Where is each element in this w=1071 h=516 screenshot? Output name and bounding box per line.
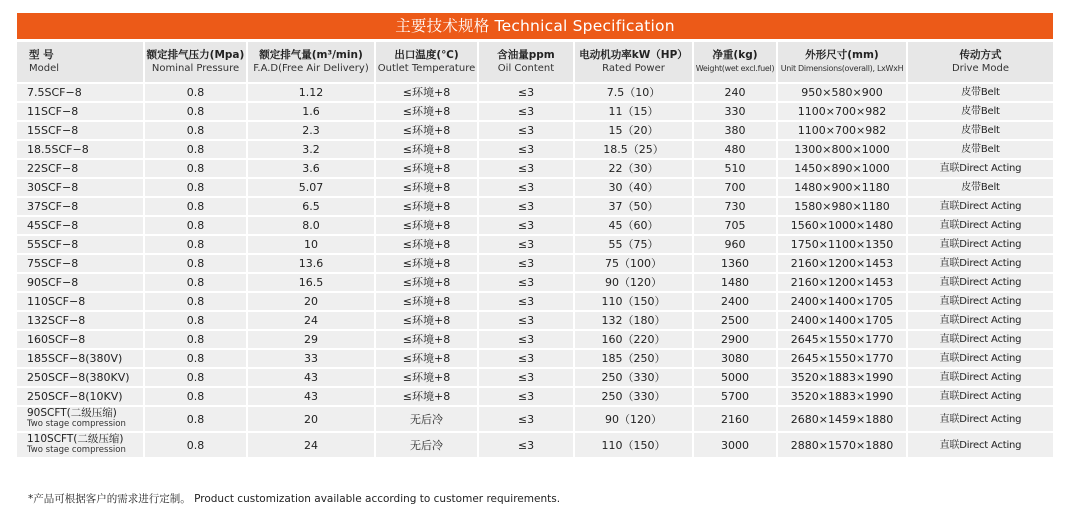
cell-fad: 2.3 (248, 122, 376, 139)
cell-model: 250SCF−8(10KV) (17, 388, 145, 405)
cell-pressure: 0.8 (145, 179, 248, 196)
cell-fad: 33 (248, 350, 376, 367)
cell-outlet-temp: ≤环境+8 (376, 160, 479, 177)
cell-drive-mode: 直联Direct Acting (908, 160, 1053, 177)
table-row (17, 274, 1053, 291)
cell-weight: 2900 (694, 331, 778, 348)
cell-model: 30SCF−8 (17, 179, 145, 196)
cell-rated-power: 37（50） (575, 198, 694, 215)
cell-outlet-temp: ≤环境+8 (376, 388, 479, 405)
cell-weight: 3000 (694, 433, 778, 457)
cell-fad: 43 (248, 388, 376, 405)
footnote: *产品可根据客户的需求进行定制。 Product customization available according to customer requirements. (28, 493, 561, 505)
cell-drive-mode: 皮带Belt (908, 141, 1053, 158)
cell-dimensions: 1100×700×982 (778, 103, 908, 120)
cell-model: 132SCF−8 (17, 312, 145, 329)
cell-drive-mode: 直联Direct Acting (908, 388, 1053, 405)
table-row (17, 179, 1053, 196)
cell-pressure: 0.8 (145, 103, 248, 120)
cell-weight: 240 (694, 84, 778, 101)
cell-fad: 1.12 (248, 84, 376, 101)
cell-rated-power: 30（40） (575, 179, 694, 196)
cell-pressure: 0.8 (145, 331, 248, 348)
cell-oil-content: ≤3 (479, 293, 575, 310)
cell-oil-content: ≤3 (479, 84, 575, 101)
spec-sheet (17, 13, 1053, 459)
cell-rated-power: 75（100） (575, 255, 694, 272)
cell-outlet-temp: 无后冷 (376, 433, 479, 457)
cell-fad: 13.6 (248, 255, 376, 272)
model-name: 90SCFT(二级压缩) (27, 407, 117, 419)
header-dimensions: 外形尺寸(mm) Unit Dimensions(overall), LxWxH (778, 42, 908, 82)
cell-oil-content: ≤3 (479, 198, 575, 215)
table-row (17, 388, 1053, 405)
cell-model: 55SCF−8 (17, 236, 145, 253)
cell-fad: 43 (248, 369, 376, 386)
cell-dimensions: 1450×890×1000 (778, 160, 908, 177)
cell-model: 37SCF−8 (17, 198, 145, 215)
cell-pressure: 0.8 (145, 84, 248, 101)
cell-outlet-temp: ≤环境+8 (376, 217, 479, 234)
cell-fad: 3.2 (248, 141, 376, 158)
cell-pressure: 0.8 (145, 274, 248, 291)
cell-weight: 480 (694, 141, 778, 158)
cell-dimensions: 1100×700×982 (778, 122, 908, 139)
cell-drive-mode: 皮带Belt (908, 179, 1053, 196)
cell-dimensions: 2645×1550×1770 (778, 350, 908, 367)
cell-outlet-temp: ≤环境+8 (376, 274, 479, 291)
cell-fad: 1.6 (248, 103, 376, 120)
cell-model (17, 433, 145, 457)
cell-model: 11SCF−8 (17, 103, 145, 120)
cell-oil-content: ≤3 (479, 274, 575, 291)
cell-oil-content: ≤3 (479, 407, 575, 431)
cell-model: 250SCF−8(380KV) (17, 369, 145, 386)
cell-pressure: 0.8 (145, 293, 248, 310)
cell-pressure: 0.8 (145, 160, 248, 177)
cell-drive-mode: 皮带Belt (908, 84, 1053, 101)
cell-fad: 6.5 (248, 198, 376, 215)
cell-oil-content: ≤3 (479, 103, 575, 120)
cell-drive-mode: 直联Direct Acting (908, 236, 1053, 253)
header-pressure: 额定排气压力(Mpa) Nominal Pressure (145, 42, 248, 82)
cell-rated-power: 110（150） (575, 293, 694, 310)
cell-dimensions: 3520×1883×1990 (778, 388, 908, 405)
table-row (17, 84, 1053, 101)
cell-model: 160SCF−8 (17, 331, 145, 348)
model-subtitle: Two stage compression (27, 445, 126, 455)
cell-fad: 16.5 (248, 274, 376, 291)
cell-pressure: 0.8 (145, 312, 248, 329)
cell-oil-content: ≤3 (479, 236, 575, 253)
cell-rated-power: 55（75） (575, 236, 694, 253)
table-row (17, 331, 1053, 348)
cell-model: 7.5SCF−8 (17, 84, 145, 101)
cell-weight: 5000 (694, 369, 778, 386)
cell-outlet-temp: ≤环境+8 (376, 103, 479, 120)
cell-rated-power: 90（120） (575, 407, 694, 431)
cell-drive-mode: 直联Direct Acting (908, 433, 1053, 457)
cell-weight: 5700 (694, 388, 778, 405)
cell-dimensions: 2680×1459×1880 (778, 407, 908, 431)
cell-pressure: 0.8 (145, 217, 248, 234)
cell-rated-power: 15（20） (575, 122, 694, 139)
table-header-row (17, 42, 1053, 82)
cell-rated-power: 90（120） (575, 274, 694, 291)
cell-pressure: 0.8 (145, 141, 248, 158)
cell-oil-content: ≤3 (479, 369, 575, 386)
cell-pressure: 0.8 (145, 369, 248, 386)
cell-drive-mode: 直联Direct Acting (908, 255, 1053, 272)
cell-oil-content: ≤3 (479, 433, 575, 457)
cell-drive-mode: 皮带Belt (908, 103, 1053, 120)
table-body (17, 84, 1053, 457)
cell-dimensions: 1480×900×1180 (778, 179, 908, 196)
cell-outlet-temp: ≤环境+8 (376, 312, 479, 329)
table-row (17, 198, 1053, 215)
header-rated-power: 电动机功率kW（HP） Rated Power (575, 42, 694, 82)
cell-drive-mode: 直联Direct Acting (908, 407, 1053, 431)
header-weight: 净重(kg) Weight(wet excl.fuel) (694, 42, 778, 82)
cell-fad: 8.0 (248, 217, 376, 234)
cell-pressure: 0.8 (145, 198, 248, 215)
cell-oil-content: ≤3 (479, 312, 575, 329)
cell-dimensions: 2160×1200×1453 (778, 255, 908, 272)
cell-dimensions: 2645×1550×1770 (778, 331, 908, 348)
cell-weight: 330 (694, 103, 778, 120)
table-row (17, 369, 1053, 386)
cell-oil-content: ≤3 (479, 160, 575, 177)
cell-weight: 700 (694, 179, 778, 196)
cell-model: 22SCF−8 (17, 160, 145, 177)
header-fad: 额定排气量(m³/min) F.A.D(Free Air Delivery) (248, 42, 376, 82)
cell-drive-mode: 直联Direct Acting (908, 293, 1053, 310)
cell-oil-content: ≤3 (479, 122, 575, 139)
cell-dimensions: 1750×1100×1350 (778, 236, 908, 253)
table-row (17, 350, 1053, 367)
cell-weight: 2160 (694, 407, 778, 431)
cell-fad: 24 (248, 312, 376, 329)
cell-rated-power: 160（220） (575, 331, 694, 348)
table-row (17, 407, 1053, 431)
cell-fad: 24 (248, 433, 376, 457)
cell-weight: 730 (694, 198, 778, 215)
cell-rated-power: 110（150） (575, 433, 694, 457)
cell-rated-power: 11（15） (575, 103, 694, 120)
cell-outlet-temp: ≤环境+8 (376, 122, 479, 139)
cell-model: 110SCF−8 (17, 293, 145, 310)
cell-dimensions: 2400×1400×1705 (778, 293, 908, 310)
cell-weight: 380 (694, 122, 778, 139)
cell-model: 90SCF−8 (17, 274, 145, 291)
cell-weight: 1480 (694, 274, 778, 291)
table-row (17, 433, 1053, 457)
table-row (17, 312, 1053, 329)
cell-rated-power: 45（60） (575, 217, 694, 234)
table-row (17, 141, 1053, 158)
cell-pressure: 0.8 (145, 122, 248, 139)
cell-weight: 960 (694, 236, 778, 253)
table-row (17, 255, 1053, 272)
cell-fad: 20 (248, 407, 376, 431)
table-row (17, 236, 1053, 253)
cell-pressure: 0.8 (145, 255, 248, 272)
cell-fad: 3.6 (248, 160, 376, 177)
cell-outlet-temp: ≤环境+8 (376, 255, 479, 272)
cell-weight: 3080 (694, 350, 778, 367)
cell-dimensions: 950×580×900 (778, 84, 908, 101)
cell-drive-mode: 皮带Belt (908, 122, 1053, 139)
cell-outlet-temp: ≤环境+8 (376, 236, 479, 253)
cell-model (17, 407, 145, 431)
cell-weight: 705 (694, 217, 778, 234)
cell-outlet-temp: ≤环境+8 (376, 141, 479, 158)
cell-outlet-temp: ≤环境+8 (376, 331, 479, 348)
cell-outlet-temp: ≤环境+8 (376, 84, 479, 101)
cell-pressure: 0.8 (145, 433, 248, 457)
cell-dimensions: 2880×1570×1880 (778, 433, 908, 457)
cell-outlet-temp: 无后冷 (376, 407, 479, 431)
header-outlet-temp: 出口温度(℃) Outlet Temperature (376, 42, 479, 82)
cell-fad: 5.07 (248, 179, 376, 196)
specification-table (17, 40, 1053, 459)
table-row (17, 293, 1053, 310)
cell-pressure: 0.8 (145, 388, 248, 405)
cell-drive-mode: 直联Direct Acting (908, 198, 1053, 215)
cell-outlet-temp: ≤环境+8 (376, 179, 479, 196)
model-subtitle: Two stage compression (27, 419, 126, 429)
cell-rated-power: 18.5（25） (575, 141, 694, 158)
table-title: 主要技术规格 Technical Specification (17, 13, 1053, 39)
cell-oil-content: ≤3 (479, 179, 575, 196)
cell-model: 45SCF−8 (17, 217, 145, 234)
cell-oil-content: ≤3 (479, 331, 575, 348)
table-row (17, 103, 1053, 120)
cell-fad: 20 (248, 293, 376, 310)
cell-fad: 10 (248, 236, 376, 253)
cell-oil-content: ≤3 (479, 388, 575, 405)
cell-weight: 1360 (694, 255, 778, 272)
cell-dimensions: 2160×1200×1453 (778, 274, 908, 291)
cell-rated-power: 7.5（10） (575, 84, 694, 101)
cell-outlet-temp: ≤环境+8 (376, 350, 479, 367)
cell-drive-mode: 直联Direct Acting (908, 274, 1053, 291)
cell-model: 185SCF−8(380V) (17, 350, 145, 367)
cell-outlet-temp: ≤环境+8 (376, 369, 479, 386)
cell-drive-mode: 直联Direct Acting (908, 217, 1053, 234)
header-oil-content: 含油量ppm Oil Content (479, 42, 575, 82)
model-name: 110SCFT(二级压缩) (27, 433, 124, 445)
cell-drive-mode: 直联Direct Acting (908, 350, 1053, 367)
cell-model: 18.5SCF−8 (17, 141, 145, 158)
header-model: 型 号 Model (17, 42, 145, 82)
cell-drive-mode: 直联Direct Acting (908, 369, 1053, 386)
cell-dimensions: 1560×1000×1480 (778, 217, 908, 234)
cell-rated-power: 250（330） (575, 388, 694, 405)
cell-weight: 510 (694, 160, 778, 177)
table-row (17, 217, 1053, 234)
cell-dimensions: 1300×800×1000 (778, 141, 908, 158)
cell-pressure: 0.8 (145, 350, 248, 367)
cell-model: 75SCF−8 (17, 255, 145, 272)
cell-oil-content: ≤3 (479, 141, 575, 158)
cell-pressure: 0.8 (145, 407, 248, 431)
cell-oil-content: ≤3 (479, 217, 575, 234)
cell-oil-content: ≤3 (479, 255, 575, 272)
cell-drive-mode: 直联Direct Acting (908, 312, 1053, 329)
cell-rated-power: 185（250） (575, 350, 694, 367)
cell-pressure: 0.8 (145, 236, 248, 253)
cell-weight: 2400 (694, 293, 778, 310)
table-row (17, 122, 1053, 139)
table-row (17, 160, 1053, 177)
header-drive-mode: 传动方式 Drive Mode (908, 42, 1053, 82)
cell-fad: 29 (248, 331, 376, 348)
cell-dimensions: 1580×980×1180 (778, 198, 908, 215)
cell-weight: 2500 (694, 312, 778, 329)
cell-outlet-temp: ≤环境+8 (376, 293, 479, 310)
cell-rated-power: 250（330） (575, 369, 694, 386)
cell-oil-content: ≤3 (479, 350, 575, 367)
cell-drive-mode: 直联Direct Acting (908, 331, 1053, 348)
cell-rated-power: 132（180） (575, 312, 694, 329)
cell-model: 15SCF−8 (17, 122, 145, 139)
cell-outlet-temp: ≤环境+8 (376, 198, 479, 215)
cell-dimensions: 2400×1400×1705 (778, 312, 908, 329)
cell-rated-power: 22（30） (575, 160, 694, 177)
cell-dimensions: 3520×1883×1990 (778, 369, 908, 386)
